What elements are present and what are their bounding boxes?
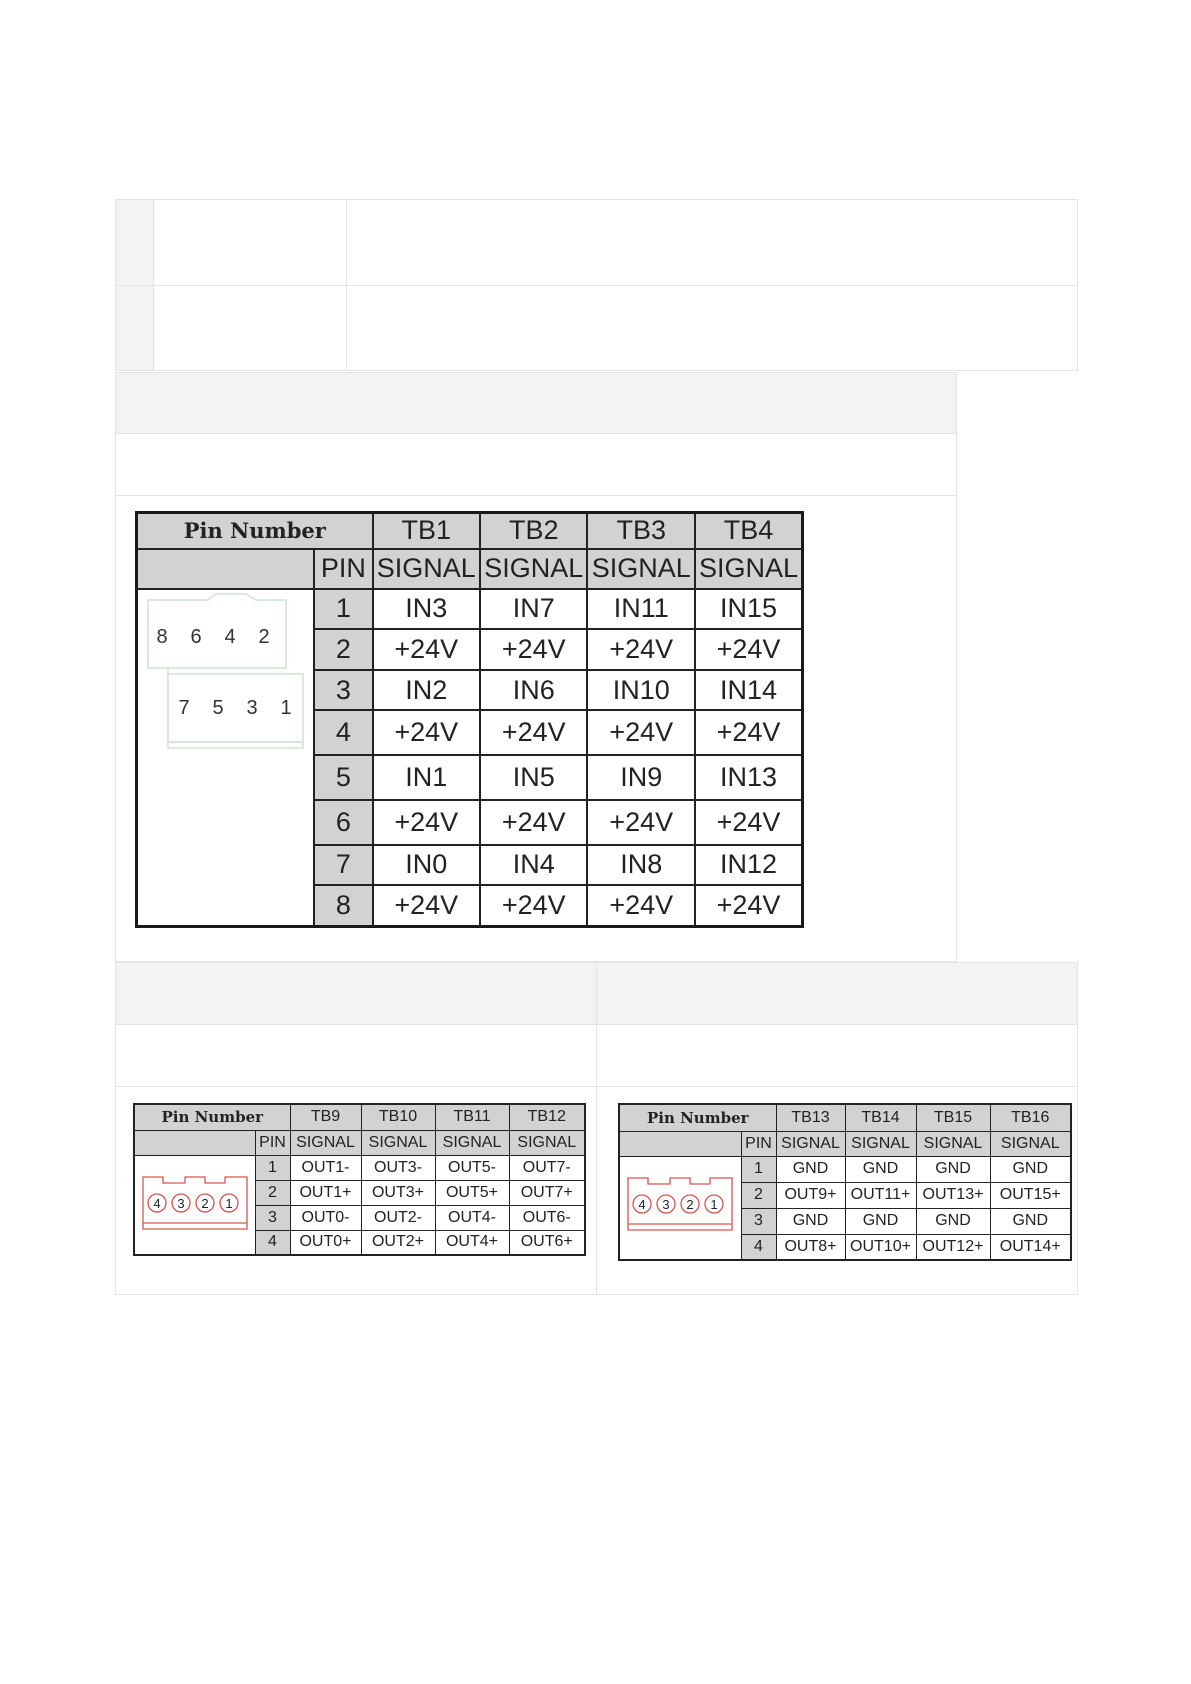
- signal-cell: +24V: [695, 629, 803, 670]
- connector-pin-label: 5: [212, 696, 224, 719]
- signal-cell: +24V: [695, 885, 803, 926]
- signal-header: SIGNAL: [361, 1130, 435, 1155]
- signal-header: SIGNAL: [695, 549, 803, 589]
- connector-pin-label: 8: [156, 625, 168, 648]
- blank-header-cell: [134, 1130, 255, 1155]
- signal-cell: IN3: [373, 589, 480, 630]
- signal-cell: OUT11+: [845, 1182, 916, 1208]
- signal-cell: +24V: [480, 629, 587, 670]
- pin-column-header: PIN: [741, 1131, 776, 1156]
- signal-cell: GND: [776, 1156, 845, 1182]
- connector-pin-label: 1: [280, 696, 292, 719]
- signal-header: SIGNAL: [373, 549, 480, 589]
- output-pin-table-right: [618, 1103, 1072, 1261]
- signal-cell: IN14: [695, 670, 803, 711]
- pin-number-cell: 4: [314, 710, 372, 755]
- signal-cell: OUT15+: [990, 1182, 1071, 1208]
- signal-cell: OUT4+: [435, 1230, 509, 1255]
- signal-cell: IN10: [587, 670, 694, 711]
- connector-pin-label: 4: [224, 625, 236, 648]
- signal-cell: OUT10+: [845, 1234, 916, 1260]
- connector-diagram-cell: [137, 589, 315, 927]
- pin-number-cell: 5: [314, 755, 372, 800]
- 8-pin-connector-icon: [138, 590, 313, 925]
- connector-pin-label: 6: [190, 625, 202, 648]
- signal-cell: OUT9+: [776, 1182, 845, 1208]
- column-header-tb2: TB2: [480, 513, 587, 549]
- signal-cell: OUT8+: [776, 1234, 845, 1260]
- bottom-frame-divider: [596, 962, 597, 1295]
- column-header-tb12: TB12: [509, 1104, 585, 1130]
- pin-number-cell: 1: [741, 1156, 776, 1182]
- signal-cell: OUT3-: [361, 1155, 435, 1180]
- signal-cell: GND: [916, 1156, 990, 1182]
- middle-frame-line-2: [115, 495, 957, 496]
- signal-cell: OUT14+: [990, 1234, 1071, 1260]
- pin-number-header: Pin Number: [137, 513, 373, 549]
- bottom-frame-line-2: [115, 1086, 1078, 1087]
- signal-cell: OUT4-: [435, 1205, 509, 1230]
- signal-cell: IN1: [373, 755, 480, 800]
- signal-cell: IN12: [695, 845, 803, 886]
- signal-cell: OUT13+: [916, 1182, 990, 1208]
- connector-pin-label: 4: [638, 1196, 646, 1212]
- top-frame-row-divider: [115, 285, 1078, 286]
- middle-frame-line-1: [115, 433, 957, 434]
- pin-number-cell: 8: [314, 885, 372, 926]
- signal-cell: OUT1+: [290, 1180, 361, 1205]
- signal-cell: GND: [990, 1156, 1071, 1182]
- pin-number-cell: 3: [255, 1205, 290, 1230]
- pin-column-header: PIN: [255, 1130, 290, 1155]
- column-header-tb14: TB14: [845, 1104, 916, 1131]
- pin-number-cell: 1: [314, 589, 372, 630]
- column-header-tb15: TB15: [916, 1104, 990, 1131]
- signal-cell: IN6: [480, 670, 587, 711]
- signal-cell: OUT2-: [361, 1205, 435, 1230]
- 4-pin-connector-icon: [135, 1157, 254, 1253]
- connector-pin-label: 3: [177, 1195, 185, 1211]
- pin-number-cell: 1: [255, 1155, 290, 1180]
- connector-pin-label: 3: [662, 1196, 670, 1212]
- signal-cell: IN5: [480, 755, 587, 800]
- pin-number-cell: 3: [741, 1208, 776, 1234]
- signal-cell: +24V: [373, 800, 480, 845]
- signal-header: SIGNAL: [776, 1131, 845, 1156]
- column-header-tb11: TB11: [435, 1104, 509, 1130]
- signal-header: SIGNAL: [916, 1131, 990, 1156]
- column-header-tb10: TB10: [361, 1104, 435, 1130]
- bottom-frame-line-1: [115, 1024, 1078, 1025]
- signal-header: SIGNAL: [509, 1130, 585, 1155]
- connector-pin-label: 7: [178, 696, 190, 719]
- signal-cell: +24V: [480, 800, 587, 845]
- connector-pin-label: 2: [258, 625, 270, 648]
- connector-diagram-cell: [619, 1156, 741, 1260]
- signal-cell: OUT12+: [916, 1234, 990, 1260]
- pin-number-cell: 4: [741, 1234, 776, 1260]
- middle-frame-header: [116, 373, 956, 433]
- column-header-tb16: TB16: [990, 1104, 1071, 1131]
- signal-cell: +24V: [373, 629, 480, 670]
- signal-header: SIGNAL: [290, 1130, 361, 1155]
- blank-header-cell: [619, 1131, 741, 1156]
- signal-cell: +24V: [373, 885, 480, 926]
- pin-number-cell: 2: [255, 1180, 290, 1205]
- signal-cell: +24V: [480, 885, 587, 926]
- pin-column-header: PIN: [314, 549, 372, 589]
- signal-cell: GND: [845, 1156, 916, 1182]
- signal-header: SIGNAL: [587, 549, 694, 589]
- input-pin-table: [135, 511, 804, 928]
- pin-number-header: Pin Number: [619, 1104, 776, 1131]
- pin-number-cell: 7: [314, 845, 372, 886]
- signal-header: SIGNAL: [435, 1130, 509, 1155]
- connector-pin-label: 4: [153, 1195, 161, 1211]
- column-header-tb3: TB3: [587, 513, 694, 549]
- signal-cell: +24V: [587, 885, 694, 926]
- connector-pin-label: 2: [686, 1196, 694, 1212]
- signal-cell: IN7: [480, 589, 587, 630]
- signal-cell: IN0: [373, 845, 480, 886]
- signal-cell: IN13: [695, 755, 803, 800]
- column-header-tb4: TB4: [695, 513, 803, 549]
- signal-cell: +24V: [587, 800, 694, 845]
- signal-cell: +24V: [695, 710, 803, 755]
- signal-cell: OUT3+: [361, 1180, 435, 1205]
- signal-header: SIGNAL: [480, 549, 587, 589]
- connector-diagram-cell: [134, 1155, 255, 1255]
- 4-pin-connector-icon: [620, 1158, 740, 1258]
- signal-cell: IN4: [480, 845, 587, 886]
- signal-cell: OUT6-: [509, 1205, 585, 1230]
- signal-cell: +24V: [373, 710, 480, 755]
- signal-cell: IN15: [695, 589, 803, 630]
- signal-cell: +24V: [695, 800, 803, 845]
- signal-cell: OUT7-: [509, 1155, 585, 1180]
- column-header-tb9: TB9: [290, 1104, 361, 1130]
- signal-cell: OUT2+: [361, 1230, 435, 1255]
- signal-cell: GND: [916, 1208, 990, 1234]
- signal-cell: +24V: [587, 710, 694, 755]
- column-header-tb1: TB1: [373, 513, 480, 549]
- signal-cell: IN8: [587, 845, 694, 886]
- signal-cell: +24V: [587, 629, 694, 670]
- pin-number-header: Pin Number: [134, 1104, 290, 1130]
- connector-pin-label: 1: [710, 1196, 718, 1212]
- signal-cell: GND: [845, 1208, 916, 1234]
- signal-cell: GND: [990, 1208, 1071, 1234]
- connector-pin-label: 3: [246, 696, 258, 719]
- pin-number-cell: 4: [255, 1230, 290, 1255]
- pin-number-cell: 6: [314, 800, 372, 845]
- signal-cell: IN2: [373, 670, 480, 711]
- signal-header: SIGNAL: [990, 1131, 1071, 1156]
- column-header-tb13: TB13: [776, 1104, 845, 1131]
- connector-pin-label: 2: [201, 1195, 209, 1211]
- signal-cell: OUT5+: [435, 1180, 509, 1205]
- signal-header: SIGNAL: [845, 1131, 916, 1156]
- signal-cell: GND: [776, 1208, 845, 1234]
- signal-cell: OUT5-: [435, 1155, 509, 1180]
- signal-cell: IN11: [587, 589, 694, 630]
- connector-pin-label: 1: [225, 1195, 233, 1211]
- signal-cell: OUT6+: [509, 1230, 585, 1255]
- signal-cell: +24V: [480, 710, 587, 755]
- signal-cell: OUT0+: [290, 1230, 361, 1255]
- output-pin-table-left: [133, 1103, 586, 1256]
- signal-cell: OUT1-: [290, 1155, 361, 1180]
- pin-number-cell: 3: [314, 670, 372, 711]
- pin-number-cell: 2: [314, 629, 372, 670]
- signal-cell: OUT7+: [509, 1180, 585, 1205]
- signal-cell: OUT0-: [290, 1205, 361, 1230]
- pin-number-cell: 2: [741, 1182, 776, 1208]
- signal-cell: IN9: [587, 755, 694, 800]
- blank-header-cell: [137, 549, 315, 589]
